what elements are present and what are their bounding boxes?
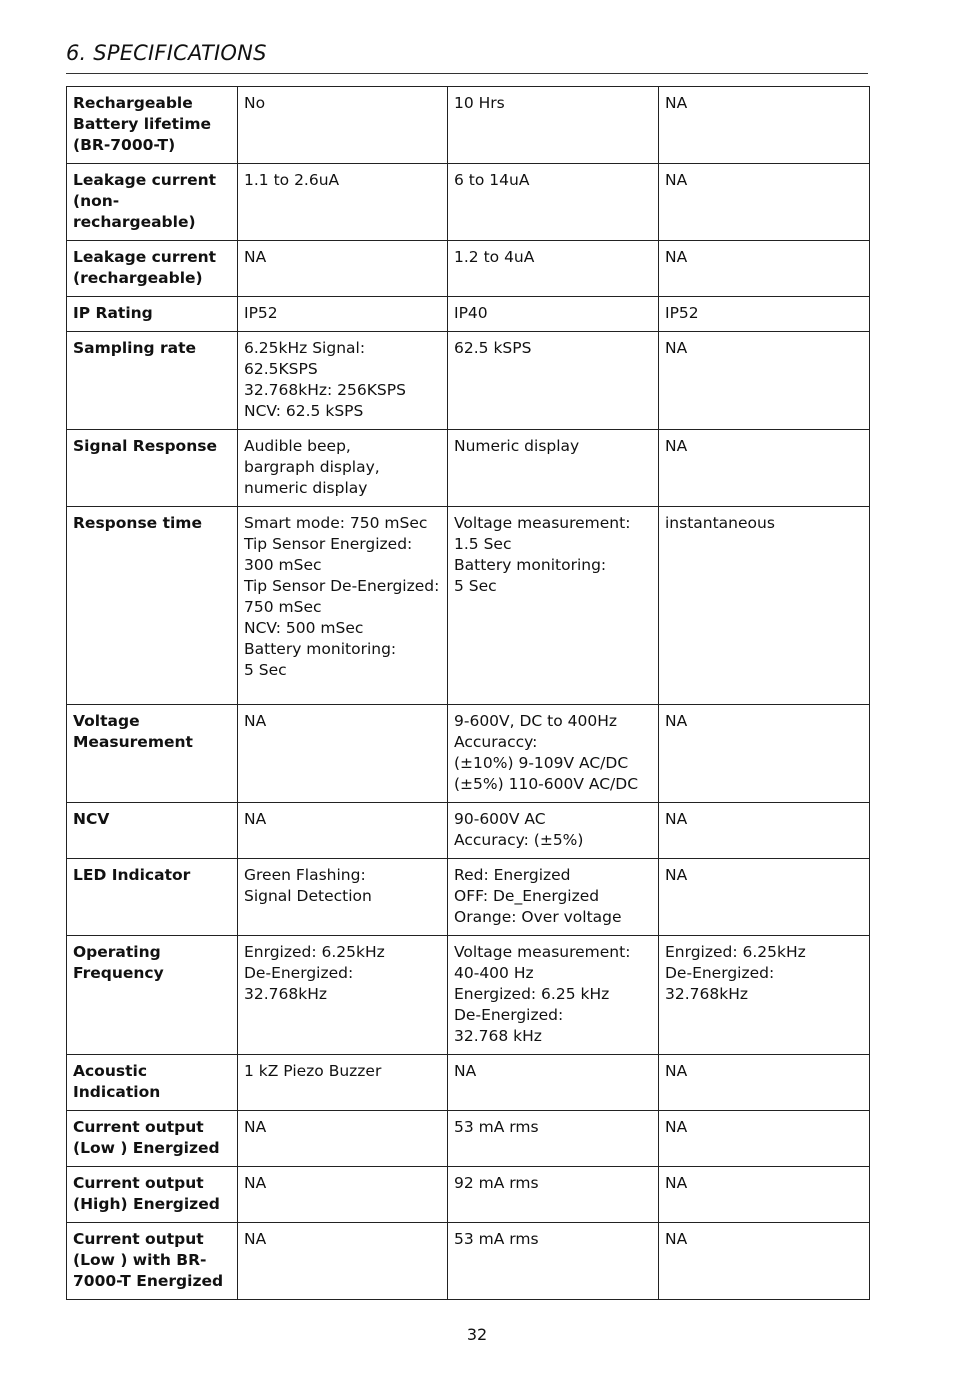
table-cell: Voltage measurement: 40-400 Hz Energized: 6.25 kHz De-Energized: 32.768 kHz: [448, 936, 659, 1055]
table-cell: NA: [238, 1111, 448, 1167]
table-cell: 62.5 kSPS: [448, 332, 659, 430]
table-row: [67, 803, 870, 859]
table-cell: NA: [238, 1167, 448, 1223]
row-label: NCV: [67, 803, 238, 859]
section-title: 6. SPECIFICATIONS: [66, 41, 267, 65]
row-label: Operating Frequency: [67, 936, 238, 1055]
table-row: [67, 859, 870, 936]
row-label: Current output (High) Energized: [67, 1167, 238, 1223]
row-label: Acoustic Indication: [67, 1055, 238, 1111]
table-cell: IP52: [238, 297, 448, 332]
table-cell: Red: Energized OFF: De_Energized Orange: Over voltage: [448, 859, 659, 936]
table-cell: NA: [659, 87, 870, 164]
row-label: Leakage current (non-rechargeable): [67, 164, 238, 241]
table-cell: 90-600V AC Accuracy: (±5%): [448, 803, 659, 859]
table-cell: NA: [659, 705, 870, 803]
table-row: [67, 1111, 870, 1167]
page-number: 32: [466, 1325, 488, 1344]
table-cell: IP40: [448, 297, 659, 332]
table-cell: NA: [659, 803, 870, 859]
table-row: [67, 241, 870, 297]
table-cell: 1.1 to 2.6uA: [238, 164, 448, 241]
table-row: [67, 1223, 870, 1300]
table-cell: NA: [659, 164, 870, 241]
table-cell: No: [238, 87, 448, 164]
table-cell: 53 mA rms: [448, 1111, 659, 1167]
row-label: LED Indicator: [67, 859, 238, 936]
table-row: [67, 507, 870, 705]
table-cell: 9-600V, DC to 400Hz Accuraccy: (±10%) 9-109V AC/DC (±5%) 110-600V AC/DC: [448, 705, 659, 803]
table-cell: NA: [238, 1223, 448, 1300]
table-cell: Voltage measurement: 1.5 Sec Battery monitoring: 5 Sec: [448, 507, 659, 705]
table-cell: 53 mA rms: [448, 1223, 659, 1300]
table-cell: 1.2 to 4uA: [448, 241, 659, 297]
table-cell: Green Flashing: Signal Detection: [238, 859, 448, 936]
table-cell: 10 Hrs: [448, 87, 659, 164]
table-cell: NA: [659, 1223, 870, 1300]
table-cell: Audible beep, bargraph display, numeric display: [238, 430, 448, 507]
table-cell: 1 kZ Piezo Buzzer: [238, 1055, 448, 1111]
table-row: [67, 705, 870, 803]
row-label: IP Rating: [67, 297, 238, 332]
table-cell: 6 to 14uA: [448, 164, 659, 241]
row-label: Rechargeable Battery lifetime (BR-7000-T): [67, 87, 238, 164]
table-row: [67, 430, 870, 507]
table-row: [67, 87, 870, 164]
row-label: Leakage current (rechargeable): [67, 241, 238, 297]
table-cell: 6.25kHz Signal: 62.5KSPS 32.768kHz: 256KSPS NCV: 62.5 kSPS: [238, 332, 448, 430]
table-cell: Enrgized: 6.25kHz De-Energized: 32.768kHz: [238, 936, 448, 1055]
table-row: [67, 332, 870, 430]
table-cell: NA: [659, 1167, 870, 1223]
table-row: [67, 164, 870, 241]
specifications-table: [66, 86, 870, 1300]
table-cell: IP52: [659, 297, 870, 332]
table-cell: Enrgized: 6.25kHz De-Energized: 32.768kHz: [659, 936, 870, 1055]
table-cell: NA: [659, 1055, 870, 1111]
table-row: [67, 1055, 870, 1111]
table-row: [67, 1167, 870, 1223]
table-cell: Numeric display: [448, 430, 659, 507]
table-cell: NA: [659, 241, 870, 297]
table-cell: NA: [238, 803, 448, 859]
table-cell: NA: [448, 1055, 659, 1111]
table-row: [67, 297, 870, 332]
table-cell: instantaneous: [659, 507, 870, 705]
row-label: Response time: [67, 507, 238, 705]
table-row: [67, 936, 870, 1055]
table-cell: Smart mode: 750 mSec Tip Sensor Energized: 300 mSec Tip Sensor De-Energized: 750 mSec NCV: 500 mSec Battery monitoring: 5 Sec: [238, 507, 448, 705]
row-label: Voltage Measurement: [67, 705, 238, 803]
table-cell: 92 mA rms: [448, 1167, 659, 1223]
table-cell: NA: [238, 241, 448, 297]
table-cell: NA: [238, 705, 448, 803]
table-cell: NA: [659, 1111, 870, 1167]
row-label: Current output (Low ) Energized: [67, 1111, 238, 1167]
table-cell: NA: [659, 859, 870, 936]
table-cell: NA: [659, 332, 870, 430]
title-divider: [66, 73, 868, 74]
table-cell: NA: [659, 430, 870, 507]
row-label: Sampling rate: [67, 332, 238, 430]
row-label: Current output (Low ) with BR- 7000-T Energized: [67, 1223, 238, 1300]
row-label: Signal Response: [67, 430, 238, 507]
